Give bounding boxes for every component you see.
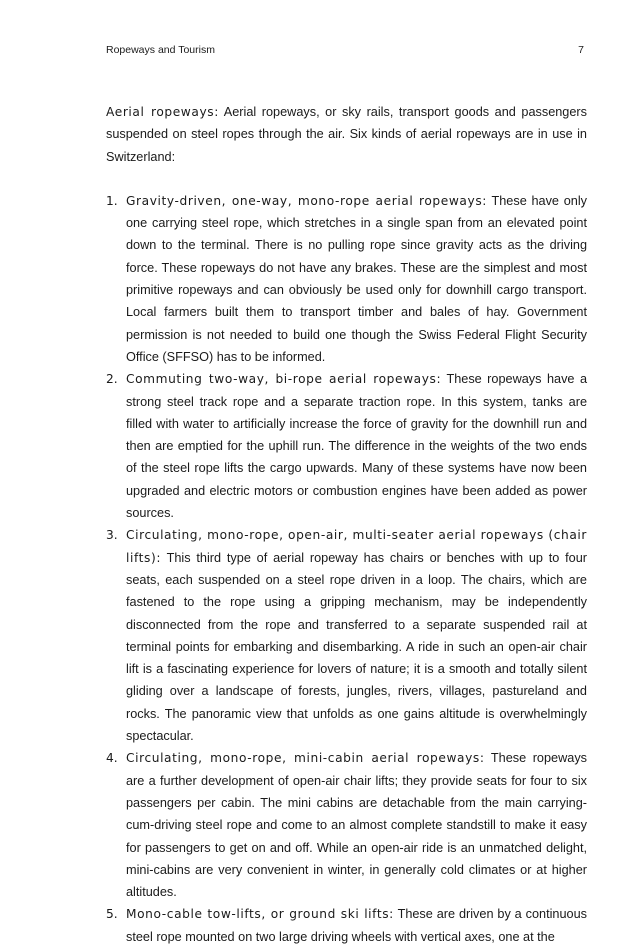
list-item (106, 524, 587, 747)
intro-text: Aerial ropeways, or sky rails, transport goods and passengers suspended on steel ropes through the air. Six kinds of aerial ropeways are in use in Switzerland: (106, 105, 587, 164)
list-item (106, 747, 587, 903)
item-text: These have only one carrying steel rope, which stretches in a single span from an elevated point down to the terminal. There is no pulling rope since gravity acts as the driving force. These ropeways do not have any brakes. These are the simplest and most primitive ropeways and can obviously be used only for downhill cargo transport. Local farmers built them to transport timber and bales of hay. Government permission is not needed to build one though the Swiss Federal Flight Security Office (SFFSO) has to be informed. (126, 193, 587, 364)
body-text (106, 101, 587, 948)
ropeway-kinds-list (106, 190, 587, 948)
list-item (106, 190, 587, 368)
item-number: 3. (106, 528, 118, 543)
item-number: 1. (106, 193, 118, 208)
item-heading: Circulating, mono-rope, open-air, multi-seater aerial ropeways (chair lifts): (126, 528, 587, 565)
page-number: 7 (578, 44, 584, 56)
item-number: 2. (106, 372, 118, 387)
item-heading: Gravity-driven, one-way, mono-rope aerial ropeways: (126, 193, 487, 208)
item-text: These are driven by a continuous steel rope mounted on two large driving wheels with vertical axes, one at the (126, 907, 588, 944)
list-item (106, 903, 587, 948)
running-header (106, 44, 584, 56)
list-item (106, 368, 587, 524)
item-heading: Circulating, mono-rope, mini-cabin aerial ropeways: (126, 751, 485, 766)
item-number: 5. (106, 907, 118, 922)
item-text: This third type of aerial ropeway has chairs or benches with up to four seats, each suspended on a steel rope driven in a loop. The chairs, which are fastened to the rope using a gripping mechanism, may be independently disconnected from the rope and transferred to a separate suspended rail at terminal points for embarking and disembarking. A ride in such an open-air chair lift is a fascinating experience for lovers of nature; it is a smooth and totally silent gliding over a landscape of forests, jungles, rivers, villages, pastureland and rocks. The panoramic view that unfolds as one gains altitude is overwhelmingly spectacular. (126, 550, 587, 744)
intro-paragraph (106, 101, 587, 168)
running-title: Ropeways and Tourism (106, 44, 215, 56)
item-text: These ropeways are a further development of open-air chair lifts; they provide seats for four to six passengers per cabin. The mini cabins are detachable from the main carrying-cum-driving steel rope and come to an almost complete standstill to make it easy for passengers to get on and off. While an open-air ride is an unmatched delight, mini-cabins are very convenient in winter, in generally cold climates or at higher altitudes. (126, 751, 588, 900)
item-text: These ropeways have a strong steel track rope and a separate traction rope. In this system, tanks are filled with water to artificially increase the force of gravity for the downhill run and then are emptied for the uphill run. The difference in the weights of the two ends of the steel rope lifts the cargo upwards. Many of these systems have now been upgraded and electric motors or combustion engines have been added as power sources. (126, 372, 587, 521)
item-number: 4. (106, 751, 118, 766)
item-heading: Commuting two-way, bi-rope aerial ropeways: (126, 372, 442, 387)
intro-heading: Aerial ropeways: (106, 105, 219, 119)
item-heading: Mono-cable tow-lifts, or ground ski lifts: (126, 907, 394, 922)
